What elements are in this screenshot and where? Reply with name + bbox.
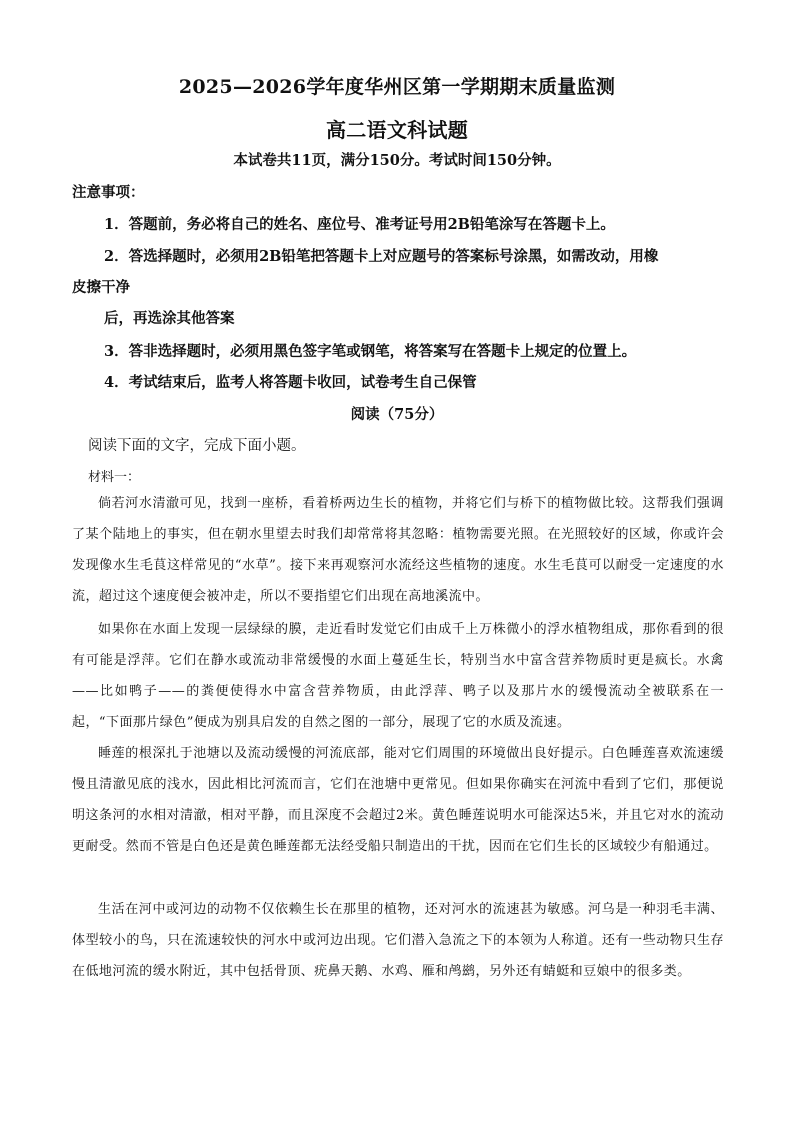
exam-info: 本试卷共11页，满分150分。考试时间150分钟。	[233, 152, 561, 169]
passage-paragraph-4: 生活在河中或河边的动物不仅依赖生长在那里的植物，还对河水的流速甚为敏感。河乌是一种羽毛丰满、体型较小的鸟，只在流速较快的河水中或河边出现。它们潜入急流之下的本领为人称道。还有一些动物只生存在低地河流的缓水附近，其中包括骨顶、疣鼻天鹅、水鸡、雁和鸬鹚，另外还有蜻蜓和豆娘中的很多类。	[72, 902, 724, 979]
exam-title: 2025—2026学年度华州区第一学期期末质量监测	[178, 76, 616, 98]
note-item-3: 3．答非选择题时，必须用黑色签字笔或钢笔，将答案写在答题卡上规定的位置上。	[104, 343, 637, 360]
reading-instruction: 阅读下面的文字，完成下面小题。	[88, 438, 306, 454]
notes-heading: 注意事项：	[72, 184, 145, 201]
section-title: 阅读（75分）	[350, 406, 444, 423]
note-item-1: 1．答题前，务必将自己的姓名、座位号、准考证号用2B铅笔涂写在答题卡上。	[104, 216, 615, 233]
material-label: 材料一：	[88, 470, 141, 485]
passage-paragraph-3: 睡莲的根深扎于池塘以及流动缓慢的河流底部，能对它们周围的环境做出良好提示。白色睡莲喜欢流速缓慢且清澈见底的浅水，因此相比河流而言，它们在池塘中更常见。但如果你确实在河流中看到了它们，那便说明这条河的水相对清澈，相对平静，而且深度不会超过2米。黄色睡莲说明水可能深达5米，并且它对水的流动更耐受。然而不管是白色还是黄色睡莲都无法经受船只制造出的干扰，因而在它们生长的区域较少有船通过。	[72, 746, 724, 854]
passage-paragraph-1: 倘若河水清澈可见，找到一座桥，看着桥两边生长的植物，并将它们与桥下的植物做比较。这帮我们强调了某个陆地上的事实，但在朝水里望去时我们却常常将其忽略：植物需要光照。在光照较好的区域，你或许会发现像水生毛茛这样常见的“水草”。接下来再观察河水流经这些植物的速度。水生毛茛可以耐受一定速度的水流，超过这个速度便会被冲走，所以不要指望它们出现在高地溪流中。	[72, 496, 724, 604]
passage-paragraph-2: 如果你在水面上发现一层绿绿的膜，走近看时发觉它们由成千上万株微小的浮水植物组成，那你看到的很有可能是浮萍。它们在静水或流动非常缓慢的水面上蔓延生长，特别当水中富含营养物质时更是疯长。水禽——比如鸭子——的粪便使得水中富含营养物质，由此浮萍、鸭子以及那片水的缓慢流动全被联系在一起，“下面那片绿色”便成为别具启发的自然之图的一部分，展现了它的水质及流速。	[72, 622, 724, 730]
note-item-2-line-3: 后，再选涂其他答案	[104, 310, 235, 327]
exam-subtitle: 高二语文科试题	[325, 118, 469, 142]
note-item-2-line-2: 皮擦干净	[72, 279, 130, 296]
note-item-2-line-1: 2．答选择题时，必须用2B铅笔把答题卡上对应题号的答案标号涂黑，如需改动，用橡	[104, 248, 659, 265]
note-item-4: 4．考试结束后，监考人将答题卡收回，试卷考生自己保管	[104, 374, 477, 391]
